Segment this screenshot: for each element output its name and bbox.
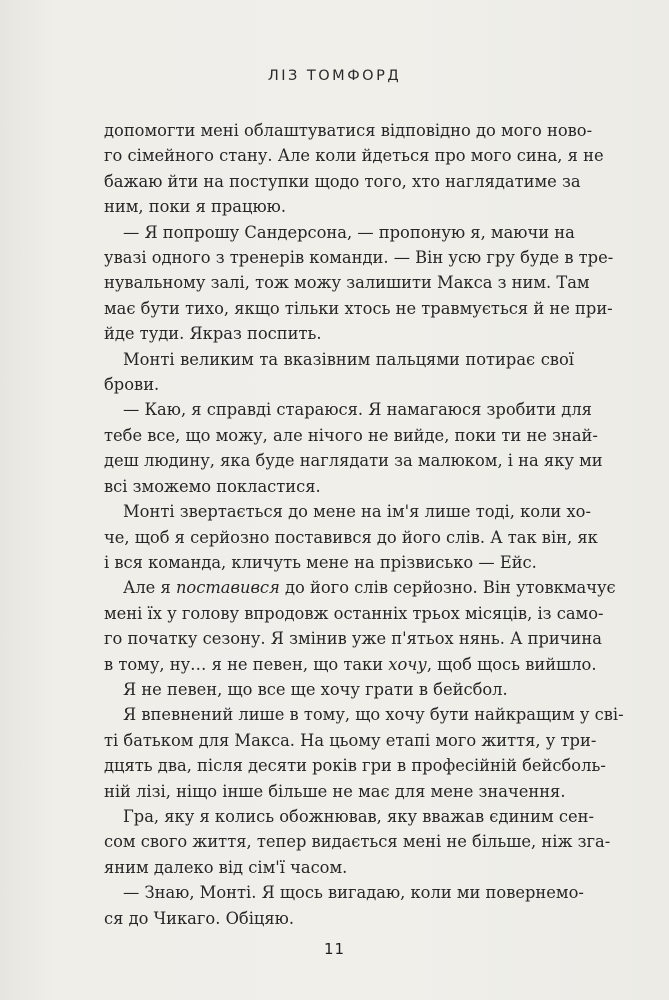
- text-line: — Знаю, Монті. Я щось вигадаю, коли ми повернемо-: [123, 883, 584, 903]
- text-line: ним, поки я працюю.: [104, 197, 286, 217]
- paragraph: [104, 118, 604, 220]
- text-line: в тому, ну… я не певен, що таки хочу, щоб щось вийшло.: [104, 654, 597, 674]
- text-line: нувальному залі, тож можу залишити Макса з ним. Там: [104, 273, 590, 293]
- text-line: дцять два, після десяти років гри в професійній бейсболь-: [104, 756, 606, 776]
- text-line: — Каю, я справді стараюся. Я намагаюся зробити для: [123, 400, 592, 420]
- paragraph: [104, 804, 611, 880]
- text-line: яним далеко від сім'ї часом.: [104, 857, 348, 877]
- text-line: має бути тихо, якщо тільки хтось не травмується й не при-: [104, 298, 613, 318]
- text-line: увазі одного з тренерів команди. — Він усю гру буде в тре-: [104, 248, 614, 268]
- paragraph: [104, 677, 574, 702]
- text-line: го сімейного стану. Але коли йдеться про мого сина, я не: [104, 146, 604, 166]
- text-line: Я впевнений лише в тому, що хочу бути найкращим у сві-: [123, 705, 624, 725]
- text-line: допомогти мені облаштуватися відповідно до мого ново-: [104, 121, 593, 140]
- text-line: деш людину, яка буде наглядати за малюком, і на яку ми: [104, 451, 603, 471]
- text-line: брови.: [104, 375, 160, 395]
- text-line: ся до Чикаго. Обіцяю.: [104, 908, 295, 928]
- paragraph: [104, 575, 616, 677]
- text-line: ті батьком для Макса. На цьому етапі мого життя, у три-: [104, 730, 597, 750]
- text-line: тебе все, що можу, але нічого не вийде, поки ти не знай-: [104, 425, 598, 445]
- text-line: Монті звертається до мене на ім'я лише тоді, коли хо-: [123, 502, 591, 522]
- paragraph: [104, 220, 614, 347]
- paragraph: [104, 880, 584, 931]
- text-line: Гра, яку я колись обожнював, яку вважав єдиним сен-: [123, 806, 594, 826]
- body-text: [104, 118, 624, 931]
- paragraph: [104, 397, 603, 499]
- paragraph: [104, 347, 574, 398]
- text-line: Монті великим та вказівним пальцями потирає свої: [123, 349, 574, 369]
- text-line: Я не певен, що все ще хочу грати в бейсбол.: [123, 679, 508, 699]
- page-number: 11: [323, 940, 346, 958]
- running-head: ЛІЗ ТОМФОРД: [267, 68, 402, 84]
- text-line: го початку сезону. Я змінив уже п'ятьох нянь. А причина: [104, 629, 602, 649]
- text-line: і вся команда, кличуть мене на прізвисько — Ейс.: [104, 552, 537, 572]
- text-line: Але я поставився до його слів серйозно. Він утовкмачує: [123, 578, 616, 598]
- text-line: че, щоб я серйозно поставився до його слів. А так він, як: [104, 527, 598, 547]
- text-line: всі зможемо покластися.: [104, 476, 321, 496]
- text-line: ній лізі, ніщо інше більше не має для мене значення.: [104, 781, 566, 801]
- text-line: бажаю йти на поступки щодо того, хто наглядатиме за: [104, 171, 581, 191]
- text-line: йде туди. Якраз поспить.: [104, 324, 322, 344]
- paragraph: [104, 702, 624, 804]
- text-line: сом свого життя, тепер видається мені не більше, ніж зга-: [104, 832, 611, 852]
- paragraph: [104, 499, 598, 575]
- text-line: мені їх у голову впродовж останніх трьох місяців, із само-: [104, 603, 604, 623]
- text-line: — Я попрошу Сандерсона, — пропоную я, маючи на: [123, 222, 575, 242]
